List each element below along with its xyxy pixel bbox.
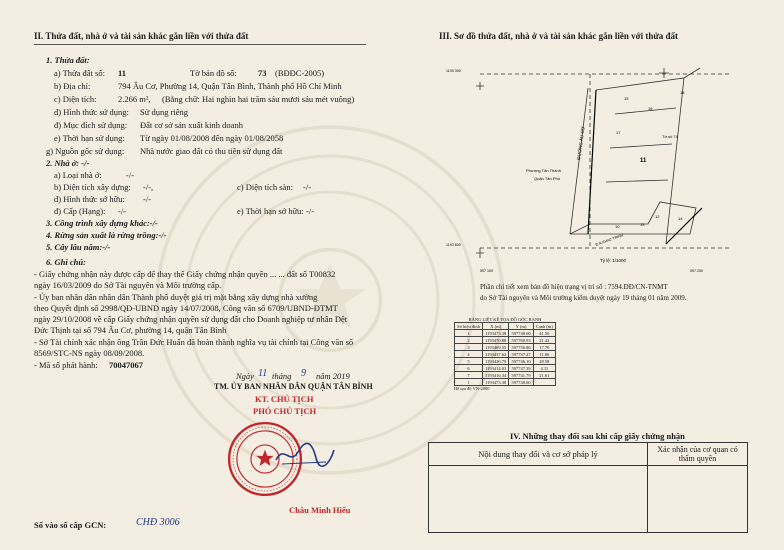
table-cell: 11.06: [533, 351, 555, 358]
table-cell: 21.61: [533, 372, 555, 379]
note-line: - Ủy ban nhân dân nhân dân Thành phố duyệt giá trị mặt bằng xây dựng nhà xưởng: [34, 292, 318, 302]
authority: TM. ỦY BAN NHÂN DÂN QUẬN TÂN BÌNH: [214, 382, 373, 391]
table-cell: 1: [455, 379, 483, 386]
divider: [34, 44, 366, 45]
table-cell: 1: [455, 330, 483, 337]
map-parcel: 13: [640, 222, 645, 227]
area-value: 2.266 m²,: [118, 94, 151, 104]
use-form-value: Sử dụng riêng: [140, 107, 189, 117]
map-sheet-label: Tờ bản đồ số:: [190, 68, 237, 78]
house-term-label: e) Thời hạn sở hữu:: [237, 206, 304, 216]
use-term-label: e) Thời hạn sử dụng:: [54, 133, 125, 143]
section-iii-title: III. Sơ đồ thửa đất, nhà ở và tài sản khác gắn liền với thửa đất: [439, 31, 679, 41]
table-row: [455, 351, 556, 358]
table-cell: 1193426.79: [482, 358, 508, 365]
map-coord-left: 1193 600: [446, 243, 461, 247]
use-form-label: d) Hình thức sử dụng:: [54, 107, 129, 117]
map-district-label: Quận Tân Phú: [534, 176, 560, 181]
address-value: 794 Âu Cơ, Phường 14, Quận Tân Bình, Thành phố Hồ Chí Minh: [118, 81, 342, 91]
note-line: ngày 16/03/2009 do Sở Tài nguyên và Môi trường cấp.: [34, 280, 222, 290]
table-cell: 1193470.88: [482, 337, 508, 344]
table-cell: 5: [455, 358, 483, 365]
use-term-value: Từ ngày 01/08/2008 đến ngày 01/08/2058: [140, 133, 284, 143]
table-cell: 597748.60: [509, 330, 533, 337]
table-cell: 597756.86: [509, 344, 533, 351]
serial-value: 70047067: [109, 360, 143, 370]
table-row: [455, 344, 556, 351]
house-grade-label: đ) Cấp (Hạng):: [54, 206, 106, 216]
issue-date-prefix: Ngày: [236, 371, 254, 381]
table-header-row: [455, 323, 556, 330]
table-cell: 597747.39: [509, 365, 533, 372]
note-line: - Sở Tài chính xác nhận ông Trần Đức Huấn đã hoàn thành nghĩa vụ tài chính tại Công văn số: [34, 337, 354, 347]
area-label: c) Diện tích:: [54, 94, 97, 104]
table-header: Số hiệu đỉnh: [455, 323, 483, 330]
table-row: [455, 337, 556, 344]
section-ii-title: II. Thửa đất, nhà ở và tài sản khác gắn liền với thửa đất: [34, 31, 249, 41]
changes-header-content: Nội dung thay đổi và cơ sở pháp lý: [429, 443, 648, 466]
map-parcel: 17: [616, 130, 621, 135]
book-number-value: CHĐ 3006: [136, 517, 180, 528]
coordinate-system: Hệ tọa độ VN-2000: [454, 386, 490, 391]
house-floor-area-label: c) Diện tích sàn:: [237, 182, 293, 192]
house-floor-area-value: -/-: [303, 182, 312, 192]
table-cell: 1193473.38: [482, 379, 508, 386]
table-cell: 28.58: [533, 358, 555, 365]
table-cell: 597748.60: [509, 379, 533, 386]
book-number-label: Số vào sổ cấp GCN:: [34, 520, 107, 530]
kt-title: KT. CHỦ TỊCH: [255, 394, 314, 404]
table-cell: 2: [455, 337, 483, 344]
table-cell: 41.50: [533, 330, 555, 337]
parcel-number-label: a) Thửa đất số:: [54, 68, 105, 78]
map-coord-bottom: 597 200: [690, 269, 703, 273]
map-parcel: 15: [624, 96, 629, 101]
table-row: [455, 358, 556, 365]
map-ward-label: Phường Tân Thành: [526, 168, 561, 173]
table-row: [455, 330, 556, 337]
table-cell: 7: [455, 372, 483, 379]
map-coord-bottom: 597 100: [480, 269, 493, 273]
map-parcel-main: 11: [640, 158, 647, 164]
land-heading: 1. Thửa đất:: [46, 55, 90, 65]
changes-empty-cell: [648, 466, 748, 533]
signer-name: Châu Minh Hiếu: [289, 505, 351, 515]
table-cell: 4.11: [533, 365, 555, 372]
map-scale: Tỷ lệ: 1/1000: [600, 258, 627, 263]
table-row: [455, 379, 556, 386]
other-works: 3. Công trình xây dựng khác:-/-: [46, 218, 158, 228]
house-ownership-value: -/-: [143, 194, 152, 204]
changes-header-row: [429, 443, 748, 466]
changes-table: [428, 442, 748, 533]
house-ownership-label: d) Hình thức sở hữu:: [54, 194, 125, 204]
table-cell: 597760.93: [509, 337, 533, 344]
table-cell: 17.70: [533, 344, 555, 351]
table-cell: 597741.79: [509, 372, 533, 379]
changes-empty-row: [429, 466, 748, 533]
address-label: b) Địa chỉ:: [54, 81, 91, 91]
origin-label: g) Nguồn gốc sử dụng:: [46, 146, 125, 156]
table-row: [455, 365, 556, 372]
map-parcel: 16: [648, 106, 653, 111]
table-header: Cạnh (m): [533, 323, 555, 330]
house-build-area-label: b) Diện tích xây dựng:: [54, 182, 131, 192]
table-row: [455, 372, 556, 379]
table-cell: 597746.10: [509, 358, 533, 365]
house-type-value: -/-: [126, 170, 135, 180]
note-line: theo Quyết định số 2998/QĐ-UBND ngày 14/07/2008, Công văn số 6709/UBND-ĐTMT: [34, 303, 338, 313]
area-words: (Bằng chữ: Hai nghìn hai trăm sáu mươi sáu mét vuông): [162, 94, 355, 104]
table-cell: 1193414.03: [482, 365, 508, 372]
house-build-area-value: -/-,: [143, 182, 154, 192]
notes-heading: 6. Ghi chú:: [46, 257, 86, 267]
section-iv-title: IV. Những thay đổi sau khi cấp giấy chứng nhận: [510, 431, 685, 441]
coordinate-table-block: [454, 317, 556, 391]
use-purpose-value: Đất cơ sở sản xuất kinh doanh: [140, 120, 243, 130]
map-coord-top: 1193 300: [446, 69, 461, 73]
map-sheet-label: Tờ số 74: [662, 134, 678, 139]
map-parcel: 12: [655, 214, 660, 219]
changes-empty-cell: [429, 466, 648, 533]
house-type-label: a) Loại nhà ở:: [54, 170, 102, 180]
signature-icon: [272, 440, 338, 470]
parcel-number-value: 11: [118, 68, 127, 78]
table-cell: 1193416.34: [482, 372, 508, 379]
table-cell: 597737.27: [509, 351, 533, 358]
table-cell: 3: [455, 344, 483, 351]
house-grade-value: -/-: [118, 206, 127, 216]
note-line: Đức Thịnh tại số 794 Âu Cơ, phường 14, quận Tân Bình: [34, 325, 227, 335]
map-parcel: 18: [680, 90, 685, 95]
parcel-map: [440, 48, 740, 276]
issue-date-year: năm 2019: [316, 371, 350, 381]
coordinate-table-title: BẢNG LIỆT KÊ TỌA ĐỘ GÓC RANH: [468, 317, 542, 322]
table-cell: 4: [455, 351, 483, 358]
table-header: X (m): [482, 323, 508, 330]
map-sheet-note: (BĐĐC-2005): [275, 68, 325, 78]
use-purpose-label: đ) Mục đích sử dụng:: [54, 120, 128, 130]
coordinate-table: [454, 322, 556, 386]
map-street2-label: Đ.N.KHAC TRINH: [594, 233, 624, 247]
perennial-trees: 5. Cây lâu năm:-/-: [46, 242, 111, 252]
changes-header-confirmation: Xác nhận của cơ quan có thẩm quyền: [648, 443, 748, 466]
table-cell: 1193473.38: [482, 330, 508, 337]
note-line: ngày 29/10/2008 về cấp Giấy chứng nhận quyền sử dụng đất cho Doanh nghiệp tư nhân Dệt: [34, 314, 348, 324]
origin-value: Nhà nước giao đất có thu tiền sử dụng đất: [140, 146, 283, 156]
extract-note: do Sở Tài nguyên và Môi trường kiểm duyệt ngày 19 tháng 01 năm 2009.: [480, 294, 687, 302]
house-term-value: -/-: [306, 206, 315, 216]
issue-date-month: 9: [301, 368, 306, 379]
table-cell: 21.42: [533, 337, 555, 344]
house-heading: 2. Nhà ở: -/-: [46, 158, 90, 168]
serial-label: - Mã số phát hành:: [34, 360, 98, 370]
note-line: - Giấy chứng nhận này được cấp để thay thế Giấy chứng nhận quyền ... ... đất số T00832: [34, 269, 336, 279]
map-parcel: 14: [678, 216, 683, 221]
table-cell: 1193469.55: [482, 344, 508, 351]
table-header: Y (m): [509, 323, 533, 330]
extract-note: Phần chỉ tiết xem bản đồ hiện trạng vị trí số : 7594.ĐĐ/CN-TNMT: [480, 283, 668, 291]
vice-chairman: PHÓ CHỦ TỊCH: [253, 406, 317, 416]
map-street-label: ĐƯỜNG ÂU CƠ: [576, 126, 586, 161]
map-sheet-value: 73: [258, 68, 267, 78]
table-cell: 1193437.62: [482, 351, 508, 358]
issue-date-month-label: tháng: [272, 371, 292, 381]
map-parcel: 10: [615, 224, 620, 229]
table-cell: [533, 379, 555, 386]
forest: 4. Rừng sản xuất là rừng trồng:-/-: [46, 230, 167, 240]
note-line: 8569/STC-NS ngày 08/09/2008.: [34, 348, 145, 358]
table-cell: 6: [455, 365, 483, 372]
issue-date-day: 11: [258, 368, 268, 379]
